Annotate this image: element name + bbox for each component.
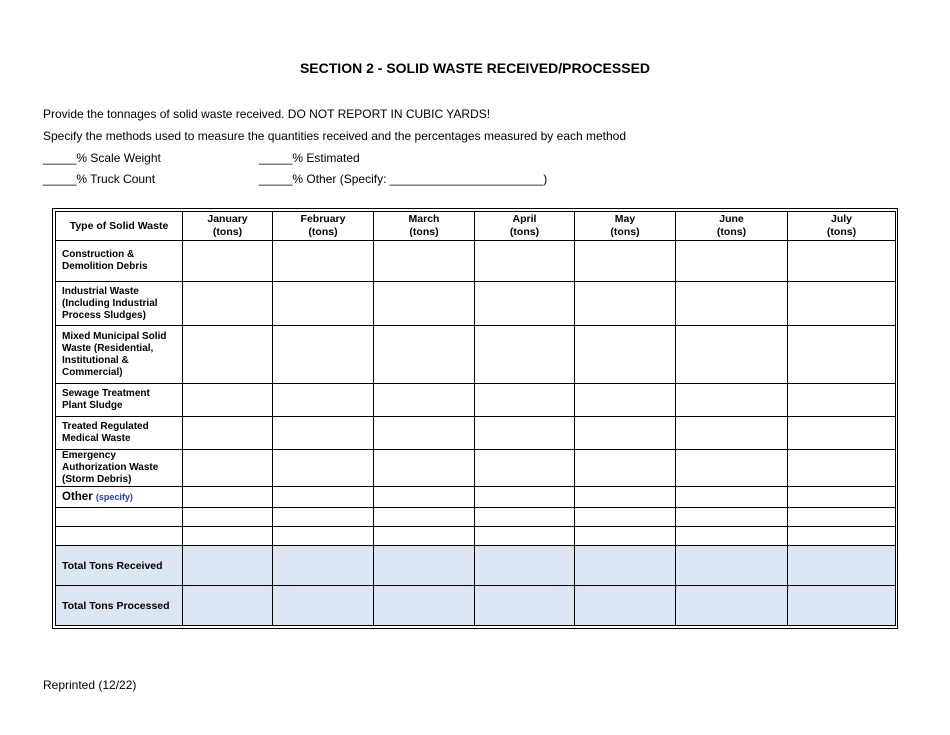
data-cell[interactable] [183, 450, 273, 487]
data-cell[interactable] [788, 527, 896, 546]
data-cell[interactable] [374, 508, 475, 527]
scale-weight-field[interactable]: _____% Scale Weight [43, 151, 161, 165]
data-cell[interactable] [676, 282, 788, 326]
data-cell[interactable] [475, 241, 575, 282]
data-cell[interactable] [273, 326, 374, 384]
data-cell[interactable] [374, 282, 475, 326]
row-label: Construction & Demolition Debris [56, 241, 183, 282]
data-cell[interactable] [475, 417, 575, 450]
row-label: Industrial Waste (Including Industrial Process Sludges) [56, 282, 183, 326]
total-cell[interactable] [788, 586, 896, 626]
data-cell[interactable] [273, 241, 374, 282]
total-cell[interactable] [273, 546, 374, 586]
month-header-march: March (tons) [374, 212, 475, 241]
estimated-field[interactable]: _____% Estimated [259, 151, 360, 165]
data-cell[interactable] [374, 326, 475, 384]
data-cell[interactable] [575, 282, 676, 326]
row-label: Emergency Authorization Waste (Storm Debris) [56, 450, 183, 487]
data-cell[interactable] [273, 508, 374, 527]
data-cell[interactable] [475, 282, 575, 326]
row-municipal [56, 326, 896, 384]
other-method-field[interactable]: _____% Other (Specify: _______________________) [259, 172, 548, 186]
data-cell[interactable] [575, 326, 676, 384]
row-industrial [56, 282, 896, 326]
data-cell[interactable] [183, 241, 273, 282]
total-cell[interactable] [575, 586, 676, 626]
data-cell[interactable] [475, 508, 575, 527]
data-cell[interactable] [788, 487, 896, 508]
data-cell[interactable] [273, 527, 374, 546]
row-medical [56, 417, 896, 450]
data-cell[interactable] [183, 326, 273, 384]
data-cell[interactable] [575, 417, 676, 450]
data-cell[interactable] [374, 487, 475, 508]
section-title: SECTION 2 - SOLID WASTE RECEIVED/PROCESSED [299, 60, 651, 76]
data-cell[interactable] [183, 384, 273, 417]
data-cell[interactable] [374, 527, 475, 546]
data-cell[interactable] [374, 450, 475, 487]
row-label: Treated Regulated Medical Waste [56, 417, 183, 450]
data-cell[interactable] [475, 384, 575, 417]
data-cell[interactable] [788, 417, 896, 450]
data-cell[interactable] [475, 326, 575, 384]
data-cell[interactable] [788, 508, 896, 527]
data-cell[interactable] [273, 417, 374, 450]
data-cell[interactable] [183, 527, 273, 546]
month-header-april: April (tons) [475, 212, 575, 241]
blank-label-cell[interactable] [56, 527, 183, 546]
data-cell[interactable] [183, 508, 273, 527]
row-label-other: Other (specify) [56, 487, 183, 508]
total-cell[interactable] [676, 586, 788, 626]
waste-table [55, 211, 896, 626]
row-sewage [56, 384, 896, 417]
data-cell[interactable] [676, 384, 788, 417]
data-cell[interactable] [788, 384, 896, 417]
data-cell[interactable] [183, 487, 273, 508]
row-label: Mixed Municipal Solid Waste (Residential, Institutional & Commercial) [56, 326, 183, 384]
data-cell[interactable] [575, 487, 676, 508]
data-cell[interactable] [475, 450, 575, 487]
total-cell[interactable] [374, 546, 475, 586]
total-cell[interactable] [183, 586, 273, 626]
total-cell[interactable] [273, 586, 374, 626]
total-cell[interactable] [676, 546, 788, 586]
total-cell[interactable] [183, 546, 273, 586]
instruction-methods: Specify the methods used to measure the quantities received and the percentages measured by each method [43, 129, 627, 143]
waste-table-frame [52, 208, 898, 629]
total-cell[interactable] [575, 546, 676, 586]
data-cell[interactable] [475, 527, 575, 546]
data-cell[interactable] [676, 326, 788, 384]
row-construction [56, 241, 896, 282]
row-label: Sewage Treatment Plant Sludge [56, 384, 183, 417]
data-cell[interactable] [575, 241, 676, 282]
specify-note: (specify) [95, 492, 133, 502]
row-total-received [56, 546, 896, 586]
total-processed-label: Total Tons Processed [56, 586, 183, 626]
month-header-july: July (tons) [788, 212, 896, 241]
data-cell[interactable] [374, 241, 475, 282]
row-blank-2 [56, 527, 896, 546]
data-cell[interactable] [183, 282, 273, 326]
data-cell[interactable] [575, 384, 676, 417]
truck-count-field[interactable]: _____% Truck Count [43, 172, 156, 186]
data-cell[interactable] [788, 326, 896, 384]
data-cell[interactable] [475, 487, 575, 508]
data-cell[interactable] [273, 487, 374, 508]
row-blank-1 [56, 508, 896, 527]
data-cell[interactable] [676, 487, 788, 508]
data-cell[interactable] [676, 527, 788, 546]
month-header-june: June (tons) [676, 212, 788, 241]
month-header-january: January (tons) [183, 212, 273, 241]
data-cell[interactable] [676, 508, 788, 527]
row-total-processed [56, 586, 896, 626]
data-cell[interactable] [676, 450, 788, 487]
total-cell[interactable] [788, 546, 896, 586]
data-cell[interactable] [575, 450, 676, 487]
header-row [56, 212, 896, 241]
type-header: Type of Solid Waste [56, 212, 183, 241]
data-cell[interactable] [788, 450, 896, 487]
blank-label-cell[interactable] [56, 508, 183, 527]
data-cell[interactable] [374, 384, 475, 417]
total-cell[interactable] [475, 586, 575, 626]
reprint-note: Reprinted (12/22) [43, 678, 137, 692]
instruction-tonnage: Provide the tonnages of solid waste received. DO NOT REPORT IN CUBIC YARDS! [43, 107, 491, 121]
data-cell[interactable] [676, 417, 788, 450]
month-header-may: May (tons) [575, 212, 676, 241]
data-cell[interactable] [788, 241, 896, 282]
total-cell[interactable] [374, 586, 475, 626]
row-other [56, 487, 896, 508]
total-received-label: Total Tons Received [56, 546, 183, 586]
data-cell[interactable] [575, 527, 676, 546]
data-cell[interactable] [788, 282, 896, 326]
data-cell[interactable] [273, 282, 374, 326]
data-cell[interactable] [374, 417, 475, 450]
data-cell[interactable] [676, 241, 788, 282]
data-cell[interactable] [273, 450, 374, 487]
data-cell[interactable] [575, 508, 676, 527]
data-cell[interactable] [183, 417, 273, 450]
total-cell[interactable] [475, 546, 575, 586]
row-emergency [56, 450, 896, 487]
data-cell[interactable] [273, 384, 374, 417]
month-header-february: February (tons) [273, 212, 374, 241]
